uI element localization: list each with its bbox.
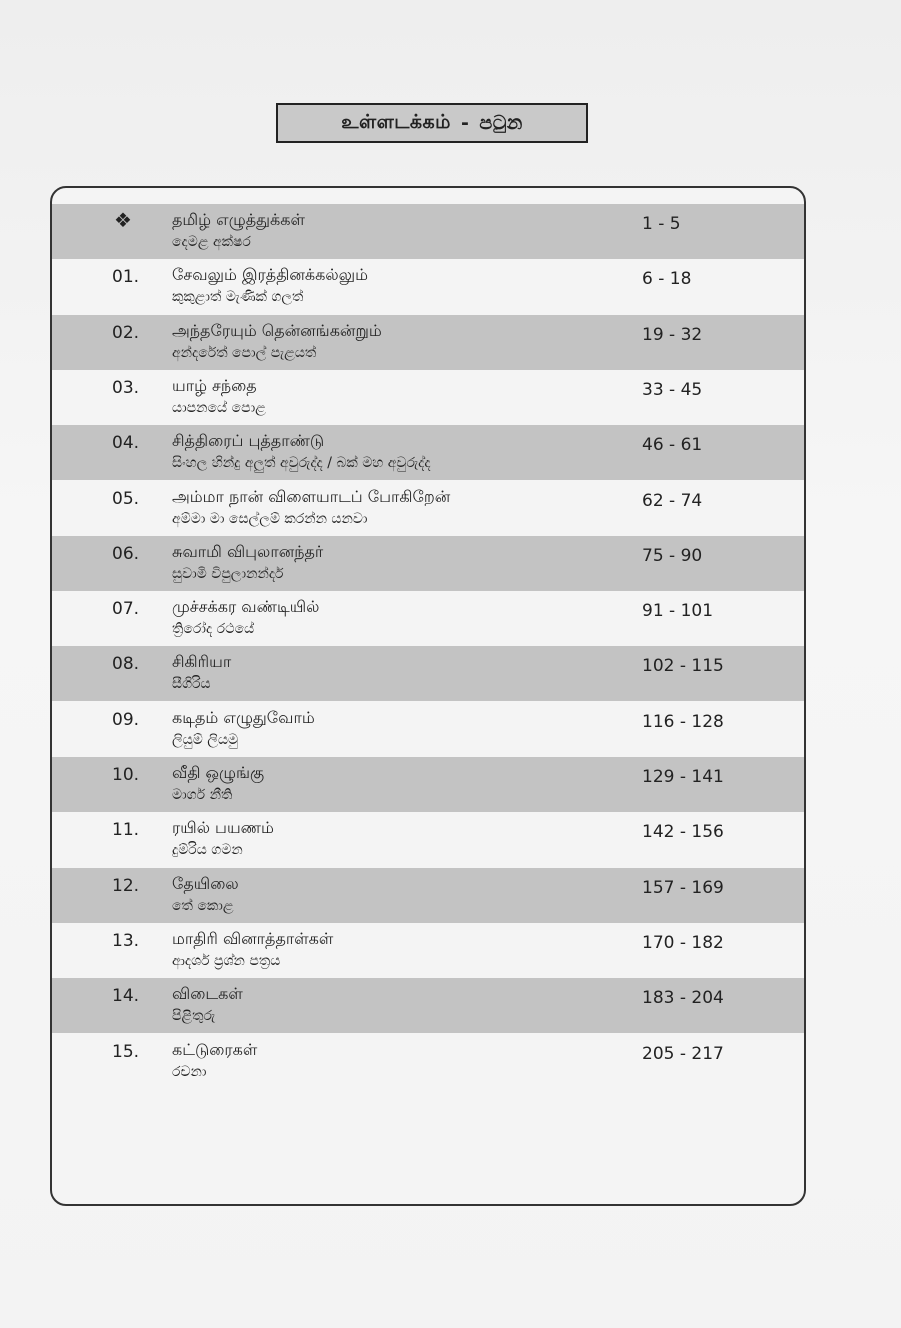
title-sinhala: පටුන — [479, 112, 523, 134]
toc-page-range: 142 - 156 — [642, 822, 724, 843]
toc-row — [52, 481, 804, 536]
toc-number: 14. — [112, 986, 140, 1007]
toc-number: 03. — [112, 377, 140, 398]
toc-page-range: 33 - 45 — [642, 379, 703, 400]
toc-tamil-title: கட்டுரைகள் — [172, 1039, 258, 1059]
table-of-contents — [50, 186, 806, 1206]
toc-sinhala-title: සිංහල හින්දු අලුත් අවුරුද්ද / බක් මහ අවුරුද්ද — [172, 455, 431, 472]
toc-tamil-title: ரயில் பயணம் — [172, 818, 274, 838]
toc-sinhala-title: යාපනයේ පොළ — [172, 399, 266, 416]
toc-sinhala-title: අම්මා මා සෙල්ලම් කරන්න යනවා — [172, 510, 368, 527]
toc-page-range: 129 - 141 — [642, 767, 724, 787]
toc-number: 06. — [112, 543, 140, 564]
toc-number: 04. — [112, 433, 140, 454]
toc-sinhala-title: තේ කොළ — [172, 897, 234, 914]
toc-row — [52, 978, 804, 1033]
toc-page-range: 116 - 128 — [642, 711, 724, 732]
toc-tamil-title: சித்திரைப் புத்தாண்டு — [172, 431, 325, 451]
toc-page-range: 183 - 204 — [642, 988, 724, 1009]
toc-sinhala-title: ආදර්ශ ප්‍රශ්න පත්‍රය — [172, 952, 281, 969]
toc-number: 01. — [112, 267, 140, 288]
toc-tamil-title: கடிதம் எழுதுவோம் — [172, 707, 315, 727]
toc-sinhala-title: පිළිතුරු — [172, 1008, 216, 1025]
toc-sinhala-title: ලියුම් ලියමු — [172, 731, 239, 748]
toc-sinhala-title: දුම්රිය ගමන — [172, 842, 243, 859]
toc-number: 02. — [112, 322, 140, 343]
toc-tamil-title: சேவலும் இரத்தினக்கல்லும் — [172, 265, 368, 285]
toc-sinhala-title: අන්දරේත් පොල් පැළයත් — [172, 344, 317, 361]
toc-row — [52, 536, 804, 591]
toc-tamil-title: அந்தரேயும் தென்னங்கன்றும் — [172, 320, 382, 340]
toc-row — [52, 259, 804, 314]
toc-tamil-title: சுவாமி விபுலானந்தர் — [172, 541, 324, 561]
title-tamil: உள்ளடக்கம் — [341, 110, 451, 133]
toc-number: 11. — [112, 820, 140, 841]
toc-sinhala-title: සුවාමි විපුලානන්දර් — [172, 565, 284, 582]
toc-tamil-title: தமிழ் எழுத்துக்கள் — [172, 210, 305, 229]
toc-tamil-title: முச்சக்கர வண்டியில் — [172, 597, 320, 617]
toc-page-range: 46 - 61 — [642, 435, 703, 456]
toc-page-range: 19 - 32 — [642, 324, 703, 345]
toc-tamil-title: அம்மா நான் விளையாடப் போகிறேன் — [172, 486, 451, 506]
toc-number: 10. — [112, 765, 140, 785]
toc-tamil-title: மாதிரி வினாத்தாள்கள் — [172, 928, 334, 948]
toc-sinhala-title: ත්‍රිරෝද රථයේ — [172, 621, 255, 638]
toc-row — [52, 1034, 804, 1089]
toc-row — [52, 370, 804, 425]
toc-row — [52, 204, 804, 259]
toc-row — [52, 591, 804, 646]
toc-row — [52, 646, 804, 701]
toc-page-range: 102 - 115 — [642, 656, 724, 677]
toc-tamil-title: வீதி ஒழுங்கு — [172, 763, 265, 782]
toc-tamil-title: தேயிலை — [172, 873, 239, 893]
toc-tamil-title: யாழ் சந்தை — [172, 375, 257, 395]
toc-sinhala-title: සීගිරිය — [172, 676, 211, 693]
toc-number: 13. — [112, 930, 140, 951]
toc-number: 08. — [112, 654, 140, 675]
toc-sinhala-title: මාර්ග නීති — [172, 787, 233, 803]
toc-row — [52, 923, 804, 978]
toc-page-range: 62 - 74 — [642, 490, 703, 511]
toc-row — [52, 702, 804, 757]
toc-row — [52, 868, 804, 923]
toc-page-range: 170 - 182 — [642, 932, 724, 953]
toc-sinhala-title: දෙමළ අක්ෂර — [172, 234, 251, 250]
diamond-bullet-icon: ❖ — [114, 208, 132, 232]
toc-row — [52, 315, 804, 370]
toc-page-range: 75 - 90 — [642, 545, 703, 566]
toc-tamil-title: சிகிரியா — [172, 652, 232, 672]
page-title-box — [276, 103, 588, 143]
toc-number: 05. — [112, 488, 140, 509]
toc-number: 07. — [112, 599, 140, 620]
title-separator: - — [460, 112, 470, 134]
toc-row — [52, 757, 804, 812]
toc-page-range: 91 - 101 — [642, 601, 714, 622]
toc-page-range: 205 - 217 — [642, 1043, 724, 1064]
toc-sinhala-title: රචනා — [172, 1063, 207, 1080]
toc-number: 15. — [112, 1041, 140, 1062]
toc-row — [52, 812, 804, 867]
toc-page-range: 1 - 5 — [642, 214, 681, 234]
toc-page-range: 6 - 18 — [642, 269, 692, 290]
toc-number: 09. — [112, 709, 140, 730]
toc-number: 12. — [112, 875, 140, 896]
toc-tamil-title: விடைகள் — [172, 984, 243, 1004]
toc-page-range: 157 - 169 — [642, 877, 724, 898]
toc-row — [52, 425, 804, 480]
toc-sinhala-title: කුකුළාත් මැණික් ගලත් — [172, 289, 304, 306]
